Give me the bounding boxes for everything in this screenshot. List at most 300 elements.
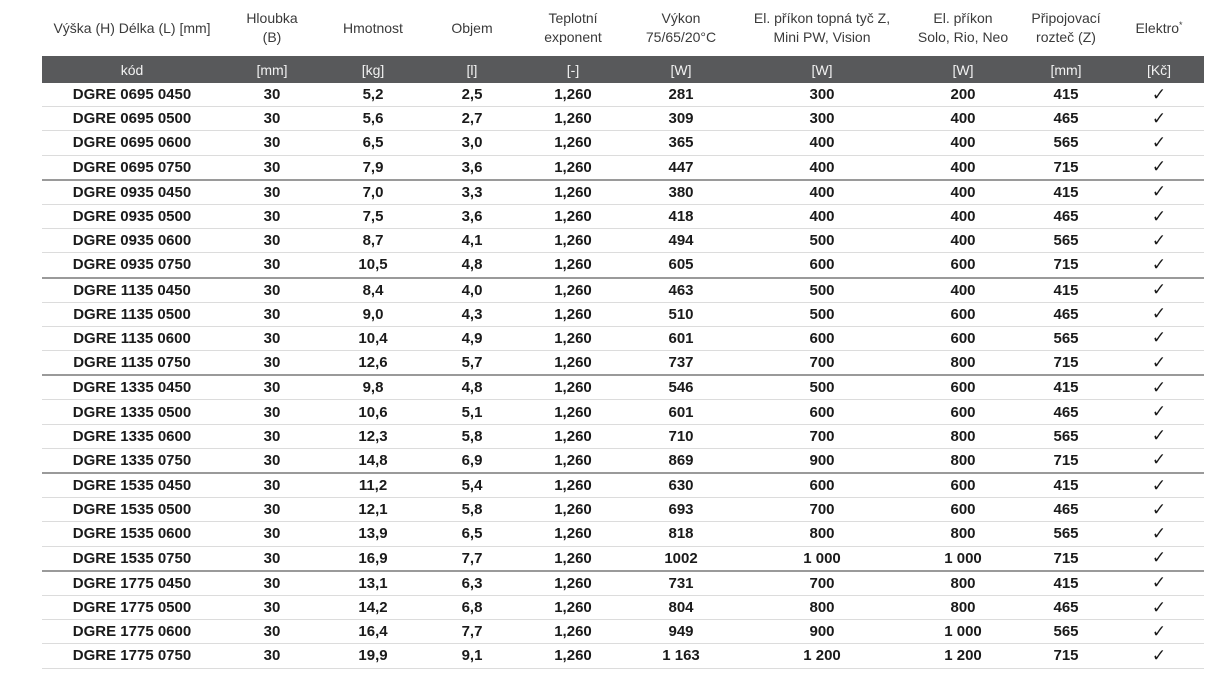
cell-depth: 30 [222, 131, 322, 155]
cell-depth: 30 [222, 473, 322, 498]
cell-output: 418 [626, 204, 736, 228]
cell-volume: 7,7 [424, 620, 520, 644]
cell-temp-exponent: 1,260 [520, 107, 626, 131]
cell-temp-exponent: 1,260 [520, 498, 626, 522]
cell-depth: 30 [222, 571, 322, 596]
table-row [42, 400, 1204, 424]
cell-size-code: DGRE 1535 0450 [42, 473, 222, 498]
unit-depth: [mm] [222, 56, 322, 83]
cell-power-heater-solo: 600 [908, 400, 1018, 424]
cell-power-heater-z: 1 200 [736, 644, 908, 668]
cell-power-heater-solo: 400 [908, 229, 1018, 253]
cell-weight: 12,3 [322, 424, 424, 448]
cell-power-heater-z: 700 [736, 351, 908, 376]
cell-output: 869 [626, 448, 736, 473]
cell-volume: 6,5 [424, 522, 520, 546]
cell-volume: 7,7 [424, 546, 520, 571]
check-icon: ✓ [1114, 351, 1204, 376]
cell-power-heater-z: 400 [736, 131, 908, 155]
cell-power-heater-z: 600 [736, 253, 908, 278]
cell-temp-exponent: 1,260 [520, 620, 626, 644]
check-icon: ✓ [1114, 326, 1204, 350]
header-temp-exponent-line: Teplotní [548, 10, 598, 26]
table-row [42, 107, 1204, 131]
header-temp-exponent [520, 0, 626, 56]
cell-power-heater-z: 500 [736, 302, 908, 326]
table-row [42, 375, 1204, 400]
cell-volume: 3,0 [424, 131, 520, 155]
units-bar [42, 56, 1204, 83]
cell-connection-spacing: 715 [1018, 351, 1114, 376]
cell-connection-spacing: 415 [1018, 473, 1114, 498]
cell-depth: 30 [222, 204, 322, 228]
table-row [42, 571, 1204, 596]
cell-connection-spacing: 415 [1018, 83, 1114, 107]
cell-power-heater-z: 1 000 [736, 546, 908, 571]
cell-size-code: DGRE 0695 0750 [42, 155, 222, 180]
cell-connection-spacing: 465 [1018, 400, 1114, 424]
table-body [42, 83, 1204, 668]
cell-depth: 30 [222, 644, 322, 668]
check-icon: ✓ [1114, 375, 1204, 400]
cell-size-code: DGRE 1535 0600 [42, 522, 222, 546]
cell-power-heater-solo: 400 [908, 204, 1018, 228]
cell-power-heater-solo: 600 [908, 326, 1018, 350]
cell-size-code: DGRE 1535 0500 [42, 498, 222, 522]
cell-volume: 3,3 [424, 180, 520, 205]
table-row [42, 204, 1204, 228]
cell-size-code: DGRE 1775 0500 [42, 595, 222, 619]
spec-table-container [42, 0, 1204, 669]
cell-connection-spacing: 565 [1018, 326, 1114, 350]
cell-output: 731 [626, 571, 736, 596]
cell-power-heater-solo: 800 [908, 351, 1018, 376]
cell-power-heater-solo: 200 [908, 83, 1018, 107]
header-power-heater-z [736, 0, 908, 56]
cell-connection-spacing: 465 [1018, 107, 1114, 131]
cell-weight: 14,2 [322, 595, 424, 619]
cell-depth: 30 [222, 498, 322, 522]
cell-power-heater-solo: 400 [908, 107, 1018, 131]
header-output-line: 75/65/20°C [645, 29, 717, 45]
cell-volume: 6,9 [424, 448, 520, 473]
cell-weight: 8,7 [322, 229, 424, 253]
cell-connection-spacing: 565 [1018, 131, 1114, 155]
check-icon: ✓ [1114, 229, 1204, 253]
check-icon: ✓ [1114, 595, 1204, 619]
table-row [42, 522, 1204, 546]
unit-power-heater-z: [W] [736, 56, 908, 83]
header-power-heater-z-line: El. příkon topná tyč Z, [753, 10, 891, 26]
header-connection-spacing [1018, 0, 1114, 56]
cell-size-code: DGRE 0935 0750 [42, 253, 222, 278]
cell-output: 309 [626, 107, 736, 131]
table-row [42, 498, 1204, 522]
table-row [42, 326, 1204, 350]
cell-weight: 10,5 [322, 253, 424, 278]
check-icon: ✓ [1114, 546, 1204, 571]
cell-temp-exponent: 1,260 [520, 253, 626, 278]
unit-electro: [Kč] [1114, 56, 1204, 83]
header-depth-line: (B) [262, 29, 282, 45]
table-row [42, 620, 1204, 644]
cell-output: 630 [626, 473, 736, 498]
cell-connection-spacing: 565 [1018, 620, 1114, 644]
footnote-mark: * [1179, 19, 1183, 30]
cell-depth: 30 [222, 278, 322, 303]
cell-depth: 30 [222, 620, 322, 644]
table-row [42, 155, 1204, 180]
cell-temp-exponent: 1,260 [520, 83, 626, 107]
cell-temp-exponent: 1,260 [520, 522, 626, 546]
cell-connection-spacing: 565 [1018, 229, 1114, 253]
cell-connection-spacing: 715 [1018, 155, 1114, 180]
cell-weight: 12,6 [322, 351, 424, 376]
cell-depth: 30 [222, 424, 322, 448]
spec-table [42, 0, 1204, 669]
cell-power-heater-solo: 1 200 [908, 644, 1018, 668]
cell-size-code: DGRE 1135 0500 [42, 302, 222, 326]
cell-depth: 30 [222, 155, 322, 180]
header-size-code [42, 0, 222, 56]
cell-power-heater-z: 500 [736, 229, 908, 253]
cell-volume: 3,6 [424, 155, 520, 180]
cell-size-code: DGRE 0935 0500 [42, 204, 222, 228]
cell-volume: 5,4 [424, 473, 520, 498]
cell-size-code: DGRE 1135 0450 [42, 278, 222, 303]
cell-output: 1 163 [626, 644, 736, 668]
cell-temp-exponent: 1,260 [520, 448, 626, 473]
cell-power-heater-z: 300 [736, 107, 908, 131]
cell-connection-spacing: 565 [1018, 522, 1114, 546]
cell-weight: 7,0 [322, 180, 424, 205]
header-temp-exponent-line: exponent [544, 29, 602, 45]
cell-connection-spacing: 465 [1018, 498, 1114, 522]
cell-volume: 5,1 [424, 400, 520, 424]
cell-connection-spacing: 715 [1018, 448, 1114, 473]
cell-connection-spacing: 715 [1018, 644, 1114, 668]
cell-volume: 3,6 [424, 204, 520, 228]
cell-connection-spacing: 465 [1018, 302, 1114, 326]
cell-depth: 30 [222, 107, 322, 131]
cell-temp-exponent: 1,260 [520, 326, 626, 350]
cell-volume: 6,3 [424, 571, 520, 596]
cell-temp-exponent: 1,260 [520, 571, 626, 596]
cell-output: 804 [626, 595, 736, 619]
unit-temp-exponent: [-] [520, 56, 626, 83]
cell-size-code: DGRE 1135 0600 [42, 326, 222, 350]
cell-volume: 5,8 [424, 424, 520, 448]
column-headers [42, 0, 1204, 56]
check-icon: ✓ [1114, 253, 1204, 278]
table-row [42, 595, 1204, 619]
header-connection-spacing-line: Připojovací [1031, 10, 1101, 26]
cell-volume: 9,1 [424, 644, 520, 668]
table-row [42, 180, 1204, 205]
cell-volume: 4,3 [424, 302, 520, 326]
cell-power-heater-z: 600 [736, 326, 908, 350]
table-row [42, 131, 1204, 155]
header-power-heater-solo-line: El. příkon [933, 10, 993, 26]
cell-power-heater-z: 800 [736, 595, 908, 619]
header-depth-line: Hloubka [246, 10, 298, 26]
cell-power-heater-solo: 800 [908, 522, 1018, 546]
cell-size-code: DGRE 1775 0450 [42, 571, 222, 596]
cell-connection-spacing: 715 [1018, 546, 1114, 571]
cell-output: 710 [626, 424, 736, 448]
unit-weight: [kg] [322, 56, 424, 83]
cell-temp-exponent: 1,260 [520, 278, 626, 303]
cell-depth: 30 [222, 375, 322, 400]
cell-weight: 12,1 [322, 498, 424, 522]
cell-weight: 9,8 [322, 375, 424, 400]
cell-weight: 10,4 [322, 326, 424, 350]
cell-weight: 5,6 [322, 107, 424, 131]
table-row [42, 302, 1204, 326]
cell-output: 494 [626, 229, 736, 253]
check-icon: ✓ [1114, 204, 1204, 228]
cell-weight: 16,4 [322, 620, 424, 644]
cell-weight: 9,0 [322, 302, 424, 326]
cell-output: 1002 [626, 546, 736, 571]
table-row [42, 83, 1204, 107]
cell-depth: 30 [222, 229, 322, 253]
check-icon: ✓ [1114, 400, 1204, 424]
table-row [42, 448, 1204, 473]
cell-weight: 19,9 [322, 644, 424, 668]
cell-size-code: DGRE 0935 0600 [42, 229, 222, 253]
cell-depth: 30 [222, 448, 322, 473]
cell-output: 510 [626, 302, 736, 326]
check-icon: ✓ [1114, 644, 1204, 668]
unit-size-code: kód [42, 56, 222, 83]
check-icon: ✓ [1114, 448, 1204, 473]
cell-power-heater-solo: 400 [908, 180, 1018, 205]
cell-size-code: DGRE 1335 0450 [42, 375, 222, 400]
cell-volume: 4,9 [424, 326, 520, 350]
cell-volume: 4,0 [424, 278, 520, 303]
header-size-code-line: Výška (H) Délka (L) [mm] [53, 19, 211, 36]
cell-power-heater-z: 700 [736, 571, 908, 596]
cell-power-heater-solo: 800 [908, 424, 1018, 448]
cell-temp-exponent: 1,260 [520, 229, 626, 253]
cell-depth: 30 [222, 326, 322, 350]
cell-power-heater-z: 900 [736, 620, 908, 644]
header-connection-spacing-line: rozteč (Z) [1036, 29, 1096, 45]
check-icon: ✓ [1114, 107, 1204, 131]
check-icon: ✓ [1114, 620, 1204, 644]
cell-depth: 30 [222, 180, 322, 205]
header-power-heater-solo-line: Solo, Rio, Neo [917, 29, 1009, 45]
table-row [42, 278, 1204, 303]
header-power-heater-solo [908, 0, 1018, 56]
cell-size-code: DGRE 1335 0600 [42, 424, 222, 448]
cell-weight: 10,6 [322, 400, 424, 424]
check-icon: ✓ [1114, 424, 1204, 448]
table-row [42, 253, 1204, 278]
cell-temp-exponent: 1,260 [520, 302, 626, 326]
cell-output: 605 [626, 253, 736, 278]
cell-weight: 8,4 [322, 278, 424, 303]
header-electro [1114, 0, 1204, 56]
cell-connection-spacing: 465 [1018, 595, 1114, 619]
cell-output: 365 [626, 131, 736, 155]
cell-size-code: DGRE 1775 0750 [42, 644, 222, 668]
cell-weight: 13,9 [322, 522, 424, 546]
cell-size-code: DGRE 1535 0750 [42, 546, 222, 571]
header-electro-line: Elektro [1135, 19, 1180, 36]
header-depth [222, 0, 322, 56]
cell-power-heater-solo: 800 [908, 595, 1018, 619]
cell-power-heater-z: 300 [736, 83, 908, 107]
cell-size-code: DGRE 1335 0750 [42, 448, 222, 473]
cell-connection-spacing: 715 [1018, 253, 1114, 278]
table-row [42, 473, 1204, 498]
table-row [42, 424, 1204, 448]
unit-power-heater-solo: [W] [908, 56, 1018, 83]
cell-weight: 13,1 [322, 571, 424, 596]
header-volume [424, 0, 520, 56]
cell-temp-exponent: 1,260 [520, 131, 626, 155]
cell-power-heater-z: 500 [736, 278, 908, 303]
cell-power-heater-solo: 400 [908, 131, 1018, 155]
unit-volume: [l] [424, 56, 520, 83]
cell-power-heater-z: 400 [736, 155, 908, 180]
cell-power-heater-solo: 1 000 [908, 620, 1018, 644]
cell-power-heater-solo: 800 [908, 571, 1018, 596]
cell-size-code: DGRE 1335 0500 [42, 400, 222, 424]
check-icon: ✓ [1114, 278, 1204, 303]
table-row [42, 546, 1204, 571]
check-icon: ✓ [1114, 180, 1204, 205]
cell-temp-exponent: 1,260 [520, 424, 626, 448]
cell-volume: 4,1 [424, 229, 520, 253]
cell-power-heater-solo: 600 [908, 498, 1018, 522]
cell-output: 693 [626, 498, 736, 522]
unit-output: [W] [626, 56, 736, 83]
table-row [42, 229, 1204, 253]
cell-size-code: DGRE 0695 0450 [42, 83, 222, 107]
cell-power-heater-z: 900 [736, 448, 908, 473]
cell-power-heater-solo: 800 [908, 448, 1018, 473]
cell-output: 601 [626, 326, 736, 350]
cell-output: 737 [626, 351, 736, 376]
cell-power-heater-solo: 400 [908, 278, 1018, 303]
cell-volume: 2,7 [424, 107, 520, 131]
check-icon: ✓ [1114, 571, 1204, 596]
cell-power-heater-solo: 600 [908, 473, 1018, 498]
cell-depth: 30 [222, 253, 322, 278]
cell-weight: 7,5 [322, 204, 424, 228]
cell-volume: 2,5 [424, 83, 520, 107]
cell-depth: 30 [222, 351, 322, 376]
cell-depth: 30 [222, 302, 322, 326]
cell-output: 281 [626, 83, 736, 107]
cell-power-heater-z: 400 [736, 180, 908, 205]
cell-temp-exponent: 1,260 [520, 155, 626, 180]
cell-connection-spacing: 565 [1018, 424, 1114, 448]
cell-depth: 30 [222, 546, 322, 571]
cell-output: 380 [626, 180, 736, 205]
cell-power-heater-z: 600 [736, 473, 908, 498]
cell-volume: 5,8 [424, 498, 520, 522]
cell-output: 818 [626, 522, 736, 546]
header-output-line: Výkon [661, 10, 701, 26]
check-icon: ✓ [1114, 473, 1204, 498]
header-power-heater-z-line: Mini PW, Vision [773, 29, 871, 45]
cell-volume: 4,8 [424, 253, 520, 278]
cell-power-heater-z: 500 [736, 375, 908, 400]
cell-depth: 30 [222, 522, 322, 546]
cell-temp-exponent: 1,260 [520, 180, 626, 205]
cell-output: 949 [626, 620, 736, 644]
cell-size-code: DGRE 0695 0500 [42, 107, 222, 131]
cell-volume: 5,7 [424, 351, 520, 376]
cell-temp-exponent: 1,260 [520, 546, 626, 571]
cell-power-heater-solo: 600 [908, 253, 1018, 278]
check-icon: ✓ [1114, 498, 1204, 522]
cell-output: 601 [626, 400, 736, 424]
cell-size-code: DGRE 1135 0750 [42, 351, 222, 376]
cell-connection-spacing: 465 [1018, 204, 1114, 228]
cell-power-heater-solo: 1 000 [908, 546, 1018, 571]
cell-size-code: DGRE 0695 0600 [42, 131, 222, 155]
cell-volume: 6,8 [424, 595, 520, 619]
check-icon: ✓ [1114, 155, 1204, 180]
cell-weight: 6,5 [322, 131, 424, 155]
cell-weight: 7,9 [322, 155, 424, 180]
cell-power-heater-z: 800 [736, 522, 908, 546]
cell-connection-spacing: 415 [1018, 278, 1114, 303]
cell-temp-exponent: 1,260 [520, 644, 626, 668]
header-weight-line: Hmotnost [343, 19, 403, 36]
cell-power-heater-z: 700 [736, 498, 908, 522]
cell-power-heater-solo: 600 [908, 302, 1018, 326]
cell-power-heater-z: 700 [736, 424, 908, 448]
cell-weight: 14,8 [322, 448, 424, 473]
cell-output: 546 [626, 375, 736, 400]
cell-temp-exponent: 1,260 [520, 204, 626, 228]
header-volume-line: Objem [451, 19, 493, 36]
check-icon: ✓ [1114, 131, 1204, 155]
header-weight [322, 0, 424, 56]
cell-weight: 5,2 [322, 83, 424, 107]
cell-depth: 30 [222, 400, 322, 424]
cell-power-heater-solo: 600 [908, 375, 1018, 400]
cell-power-heater-z: 600 [736, 400, 908, 424]
table-row [42, 644, 1204, 668]
cell-connection-spacing: 415 [1018, 375, 1114, 400]
cell-weight: 11,2 [322, 473, 424, 498]
cell-power-heater-z: 400 [736, 204, 908, 228]
check-icon: ✓ [1114, 302, 1204, 326]
cell-output: 447 [626, 155, 736, 180]
cell-volume: 4,8 [424, 375, 520, 400]
cell-temp-exponent: 1,260 [520, 351, 626, 376]
cell-temp-exponent: 1,260 [520, 375, 626, 400]
table-row [42, 351, 1204, 376]
cell-size-code: DGRE 0935 0450 [42, 180, 222, 205]
unit-connection-spacing: [mm] [1018, 56, 1114, 83]
cell-connection-spacing: 415 [1018, 571, 1114, 596]
cell-power-heater-solo: 400 [908, 155, 1018, 180]
cell-temp-exponent: 1,260 [520, 400, 626, 424]
header-output [626, 0, 736, 56]
cell-output: 463 [626, 278, 736, 303]
check-icon: ✓ [1114, 83, 1204, 107]
cell-connection-spacing: 415 [1018, 180, 1114, 205]
cell-depth: 30 [222, 595, 322, 619]
